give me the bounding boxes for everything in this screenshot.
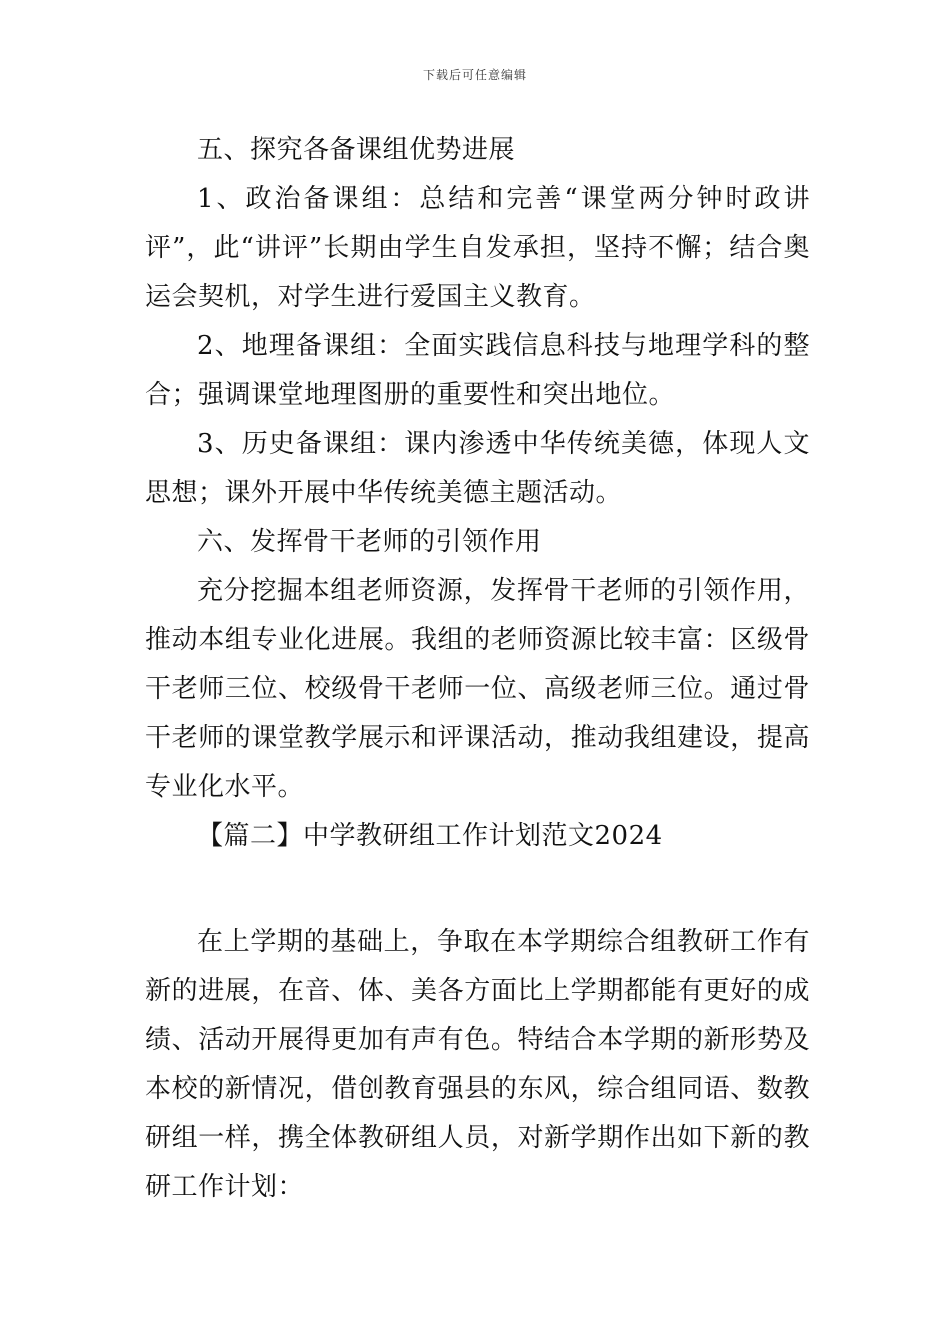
- paragraph: 3、历史备课组：课内渗透中华传统美德，体现人文思想；课外开展中华传统美德主题活动。: [145, 429, 810, 508]
- paragraph: 充分挖掘本组老师资源，发挥骨干老师的引领作用，推动本组专业化进展。我组的老师资源比较丰富：区级骨干老师三位、校级骨干老师一位、高级老师三位。通过骨干老师的课堂教学展示和评课活动，推动我组建设，提高专业化水平。: [145, 576, 810, 802]
- article-body: [145, 918, 810, 1212]
- paragraph: 2、地理备课组：全面实践信息科技与地理学科的整合；强调课堂地理图册的重要性和突出地位。: [145, 331, 810, 410]
- article-title: 【篇二】中学教研组工作计划范文2024: [197, 821, 663, 851]
- section-heading: 五、探究各备课组优势进展: [197, 135, 516, 165]
- paragraph: 在上学期的基础上，争取在本学期综合组教研工作有新的进展，在音、体、美各方面比上学期都能有更好的成绩、活动开展得更加有声有色。特结合本学期的新形势及本校的新情况，借创教育强县的东风，综合组同语、数教研组一样，携全体教研组人员，对新学期作出如下新的教研工作计划：: [145, 927, 810, 1202]
- section-heading: 六、发挥骨干老师的引领作用: [197, 527, 542, 557]
- header-note: 下载后可任意编辑: [422, 68, 527, 82]
- section-body: [145, 126, 810, 861]
- paragraph: 1、政治备课组：总结和完善“课堂两分钟时政讲评”，此“讲评”长期由学生自发承担，坚持不懈；结合奥运会契机，对学生进行爱国主义教育。: [145, 184, 810, 312]
